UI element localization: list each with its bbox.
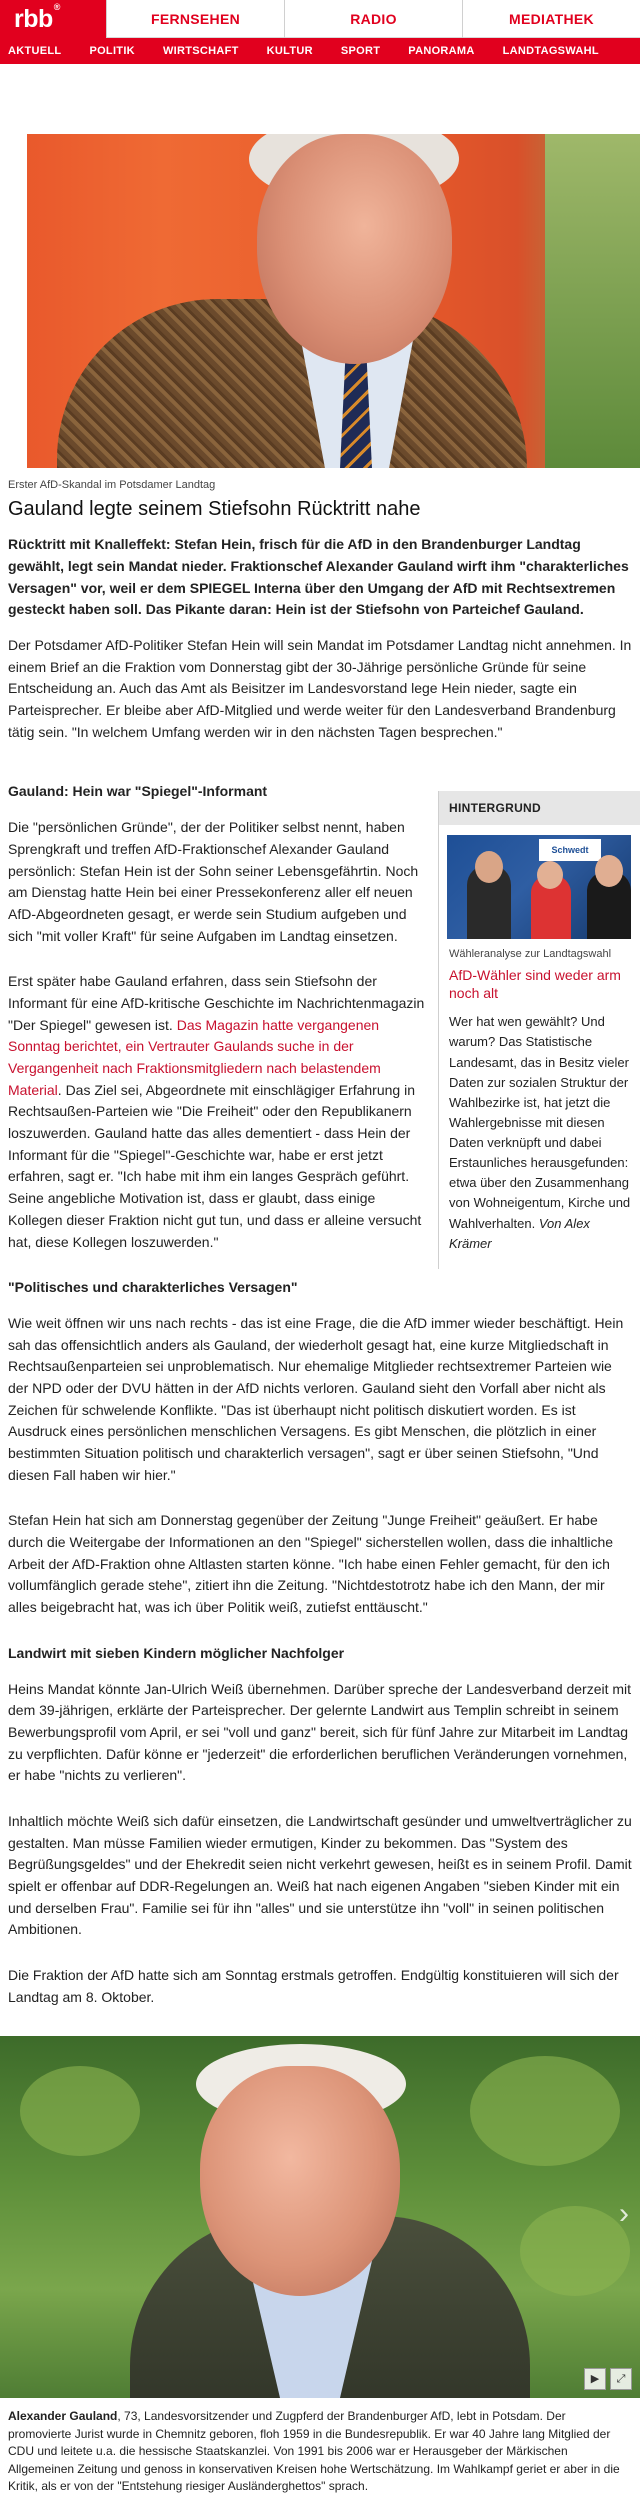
article-paragraph-4: Wie weit öffnen wir uns nach rechts - das ist eine Frage, die die AfD immer wieder beschäftigt. Hein sah das offensichtlich anders als Gauland, der wiederholt gesagt hat, eine kurze Mitgliedschaft in Rechtsaußenparteien sei unproblematisch. Nur ehemalige Mitglieder rechtsextremer Parteien wie der NPD oder der DVU hätten in der AfD nichts verloren. Gauland sieht den Vorfall aber nicht als Zeichen für schwelende Konflikte. "Das ist überhaupt nicht politisch diskutiert worden. Es ist Ausdruck eines persönlichen menschlichen Versagens. Es gibt Menschen, die plötzlich in einer bestimmten Situation politisch und charakterlich versagen", sagt er über seinen Stiefsohn, "Und diesen Fall haben wir hier." xyxy=(8,1314,624,1483)
subheading-versagen: "Politisches und charakterliches Versagen" xyxy=(8,1279,298,1296)
top-bar xyxy=(0,0,640,38)
sidebar-teaser-image[interactable] xyxy=(447,835,631,939)
article-kicker: Erster AfD-Skandal im Potsdamer Landtag xyxy=(8,479,216,491)
section-nav-wirtschaft[interactable]: WIRTSCHAFT xyxy=(162,45,239,57)
section-nav-kultur[interactable]: KULTUR xyxy=(266,45,313,57)
article-paragraph-1: Der Potsdamer AfD-Politiker Stefan Hein will sein Mandat im Potsdamer Landtag nicht annehmen. In einem Brief an die Fraktion vom Donnerstag gibt der 30-Jährige persönliche Gründe für seine Entscheidung an. Auch das Amt als Beisitzer im Landesvorstand lege Hein nieder, sagte ein Parteisprecher. Er bleibe aber AfD-Mitglied und werde weiter für den Landesverband Brandenburg tätig sein. "In welchem Umfang werden wir in den nächsten Tagen besprechen." xyxy=(8,637,632,740)
section-nav-aktuell[interactable]: AKTUELL xyxy=(8,45,62,57)
section-nav-panorama[interactable]: PANORAMA xyxy=(408,45,475,57)
gallery-fullscreen-icon[interactable]: ⤢ xyxy=(610,2368,632,2390)
section-nav xyxy=(0,38,640,64)
gallery-next-icon[interactable]: › xyxy=(619,2197,629,2231)
top-nav-mediathek[interactable]: MEDIATHEK xyxy=(462,0,640,38)
hero-photo xyxy=(27,134,640,468)
sidebar-author: Von Alex Krämer xyxy=(449,1215,590,1251)
section-nav-sport[interactable]: SPORT xyxy=(340,45,381,57)
article-paragraph-7: Inhaltlich möchte Weiß sich dafür einsetzen, die Landwirtschaft gesünder und umweltverträglicher zu gestalten. Man müsse Familien wieder ermutigen, Kinder zu bekommen. Das "System des Begrüßungsgeldes" und der Ehekredit seien nicht verkehrt gewesen, heißt es in seinem Profil. Damit spielt er offenbar auf DDR-Regelungen an. Weiß hat nach eigenen Angaben "sieben Kinder mit ein und derselben Frau". Familie sei für ihn "alles" und sie unterstütze ihn "voll" in seinen politischen Ambitionen. xyxy=(8,1812,632,1938)
article-lead: Rücktritt mit Knalleffekt: Stefan Hein, frisch für die AfD in den Brandenburger Landtag gewählt, legt sein Mandat nieder. Fraktionschef Alexander Gauland wirft ihm "charakterliches Versagen" vor, weil er dem SPIEGEL Interna über den Umgang der AfD mit Rechtsextremen gesteckt haben soll. Das Pikante daran: Hein ist der Stiefsohn von Parteichef Gauland. xyxy=(8,536,629,618)
article-paragraph-3: Erst später habe Gauland erfahren, dass sein Stiefsohn der Informant für eine AfD-kritische Geschichte im Nachrichtenmagazin "Der Spiegel" gewesen ist. Das Magazin hatte vergangenen Sonntag berichtet, ein Vertrauter Gaulands suche in der Vergangenheit nach Fraktionsmitgliedern nach belastendem Material. Das Ziel sei, Abgeordnete mit einschlägiger Erfahrung in Rechtsaußen-Parteien wie "Die Freiheit" oder den Republikanern loszuwerden. Gauland hatte das alles dementiert - dass Hein der Informant für die "Spiegel"-Geschichte war, habe er erst jetzt erfahren, sagt er. "Ich habe mit ihm ein langes Gespräch geführt. Seine angebliche Motivation ist, dass er glaubt, dass einige Kollegen dieser Fraktion nicht gut tun, und dass er alleine versucht hat, diese Kollegen loszuwerden." xyxy=(8,973,425,1250)
rbb-logo[interactable] xyxy=(0,0,106,38)
article-paragraph-5: Stefan Hein hat sich am Donnerstag gegenüber der Zeitung "Junge Freiheit" geäußert. Er habe durch die Weitergabe der Informationen an den "Spiegel" sicherstellen wollen, dass die inhaltliche Arbeit der AfD-Fraktion ohne Altlasten starten könne. "Ich habe einen Fehler gemacht, für den ich vollumfänglich gerade stehe", zitiert ihn die Zeitung. "Nichtdestotrotz habe ich den Mann, der mir alles beigebracht hat, was ich über Politik weiß, zutiefst enttäuscht." xyxy=(8,1512,614,1616)
logo-text: rbb xyxy=(14,5,53,33)
sidebar-teaser-kicker: Wähleranalyse zur Landtagswahl xyxy=(449,948,612,960)
subheading-informant: Gauland: Hein war "Spiegel"-Informant xyxy=(8,783,268,800)
spiegel-article-link[interactable]: Das Magazin hatte vergangenen Sonntag berichtet, ein Vertrauter Gaulands suche in der Vergangenheit nach Fraktionsmitgliedern nach belastendem Material xyxy=(8,1016,381,1098)
sidebar-teaser-text: Wer hat wen gewählt? Und warum? Das Statistische Landesamt, das in Besitz vieler Daten zur sozialen Struktur der Wahlbezirke ist, hat jetzt die Wahlergebnisse mit diesen Daten verknüpft und dabei Erstaunliches herausgefunden: etwa über den Zusammenhang von Wohneigentum, Kirche und Wahlverhalten. Von Alex Krämer xyxy=(449,1014,631,1251)
sidebar-image-sign: Schwedt xyxy=(539,839,601,861)
top-nav-radio[interactable]: RADIO xyxy=(284,0,462,38)
top-nav-fernsehen[interactable]: FERNSEHEN xyxy=(106,0,284,38)
section-nav-politik[interactable]: POLITIK xyxy=(89,45,135,57)
gallery-play-icon[interactable]: ▶ xyxy=(584,2368,606,2390)
article-paragraph-8: Die Fraktion der AfD hatte sich am Sonntag erstmals getroffen. Endgültig konstituieren will sich der Landtag am 8. Oktober. xyxy=(8,1967,619,2005)
article-paragraph-6: Heins Mandat könnte Jan-Ulrich Weiß übernehmen. Darüber spreche der Landesverband derzeit mit dem 39-jährigen, erklärte der Parteisprecher. Der gelernte Landwirt aus Templin schreibt in seinem Bewerbungsprofil vom April, er sei "voll und ganz" bereit, sich für fünf Jahre zur Mitarbeit im Landtag zu verpflichten. Dafür könne er "jederzeit" die erforderlichen beruflichen Veränderungen vornehmen, er habe "nichts zu verlieren". xyxy=(8,1680,632,1784)
top-nav xyxy=(106,0,640,38)
article-paragraph-2: Die "persönlichen Gründe", der der Politiker selbst nennt, haben Sprengkraft und treffen AfD-Fraktionschef Alexander Gauland persönlich: Stefan Hein ist der Sohn seiner Lebensgefährtin. Noch am Dienstag hatte Hein bei einer Pressekonferenz aller elf neuen AfD-Abgeordneten gesagt, er werde sein Studium aufgeben und sich "mit voller Kraft" für seine Aufgaben im Landtag einsetzen. xyxy=(8,819,419,944)
background-sidebar xyxy=(438,791,640,1269)
gauland-photo xyxy=(0,2036,640,2398)
section-nav-landtagswahl[interactable]: LANDTAGSWAHL xyxy=(502,45,599,57)
logo-registered-mark: ® xyxy=(53,2,60,12)
article-title: Gauland legte seinem Stiefsohn Rücktritt nahe xyxy=(8,498,421,521)
sidebar-heading: HINTERGRUND xyxy=(439,791,640,825)
subheading-nachfolger: Landwirt mit sieben Kindern möglicher Nachfolger xyxy=(8,1644,345,1661)
sidebar-teaser-title-link[interactable]: AfD-Wähler sind weder arm noch alt xyxy=(449,966,621,1002)
photo-caption: Alexander Gauland, 73, Landesvorsitzender und Zugpferd der Brandenburger AfD, lebt in Potsdam. Der promovierte Jurist wurde in Chemnitz geboren, floh 1959 in die Bundesrepublik. Er war 40 Jahre lang Mitglied der CDU und leitete u.a. die hessische Staatskanzlei. Von 1991 bis 2006 war er Herausgeber der Märkischen Allgemeinen Zeitung und genoss in konservativen Kreisen hohe Wertschätzung. Im Wahlkampf geriet er aber in die Kritik, als er von der "Entstehung riesiger Ausländerghettos" sprach. xyxy=(8,2409,620,2494)
